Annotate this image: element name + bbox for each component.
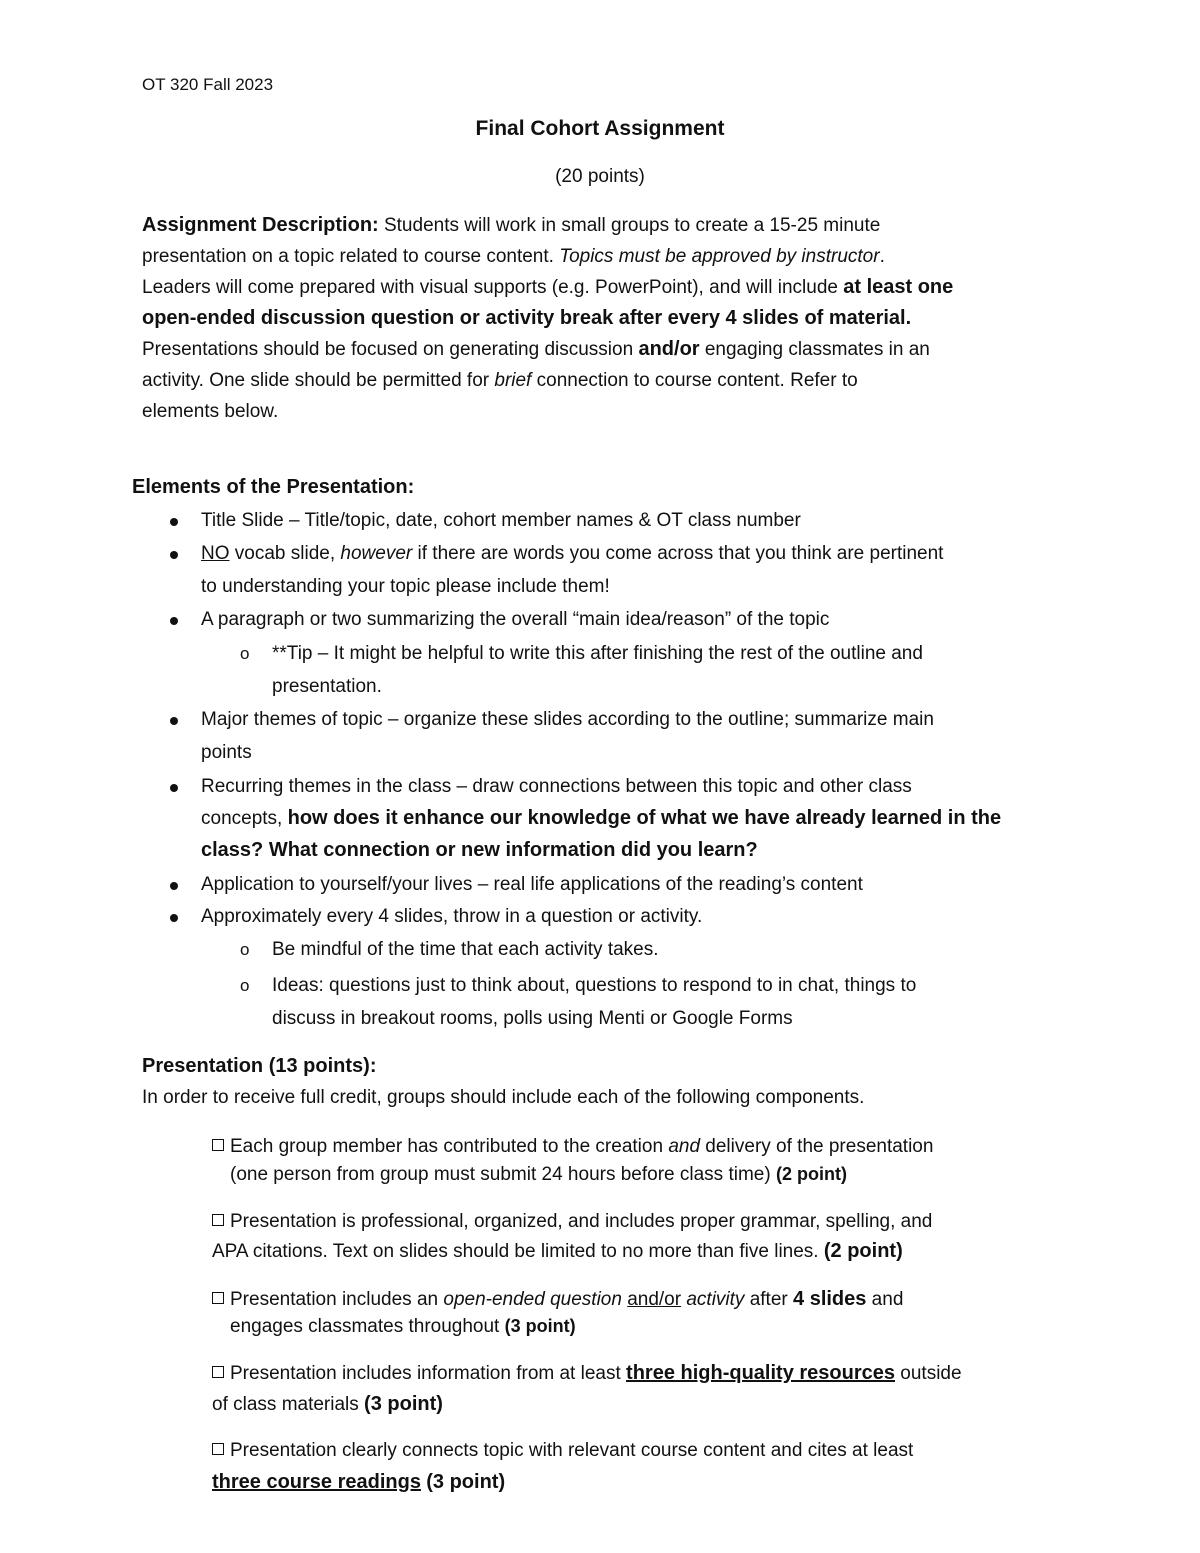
description-italic: Topics must be approved by instructor: [559, 246, 880, 267]
bullet-recurring-themes: Recurring themes in the class – draw connections between this topic and other class: [201, 776, 912, 797]
bullet-dot: [170, 914, 178, 922]
criterion-italic: and: [668, 1136, 701, 1157]
bullet-text: if there are words you come across that you think are pertinent: [412, 543, 944, 564]
description-text: Leaders will come prepared with visual supports (e.g. PowerPoint), and will include: [142, 277, 844, 298]
criterion-contribution: [212, 1136, 933, 1158]
course-header: OT 320 Fall 2023: [142, 75, 274, 94]
description-bold: open-ended discussion question or activity break after every 4 slides of material.: [142, 307, 912, 329]
criterion-resources: [212, 1362, 962, 1385]
description-text: connection to course content. Refer to: [531, 370, 858, 391]
bullet-bold: how does it enhance our knowledge of what we have already learned in the: [287, 807, 1002, 829]
bullet-every-4-slides: Approximately every 4 slides, throw in a question or activity.: [201, 906, 703, 927]
bullet-recurring-themes-line3: class? What connection or new information did you learn?: [201, 839, 758, 861]
criterion-bold: 4 slides: [793, 1288, 867, 1310]
criterion-text: delivery of the presentation: [700, 1136, 934, 1157]
criterion-professional: [212, 1211, 932, 1233]
description-text: activity. One slide should be permitted for: [142, 370, 495, 391]
bullet-dot: [170, 518, 178, 526]
criterion-bold-underline: three course readings: [212, 1471, 421, 1493]
sub-bullet-marker: o: [240, 976, 250, 995]
criterion-points: (3 point): [426, 1471, 506, 1493]
description-bold: and/or: [638, 338, 700, 360]
bullet-text: vocab slide,: [229, 543, 341, 564]
bullet-recurring-themes-line2: [201, 807, 1001, 830]
criterion-text: Presentation clearly connects topic with relevant course content and cites at least: [230, 1440, 914, 1461]
sub-bullet-mindful: Be mindful of the time that each activity takes.: [272, 939, 659, 960]
criterion-points: (2 point): [823, 1240, 903, 1262]
description-bold: at least one: [843, 276, 954, 298]
sub-bullet-ideas: Ideas: questions just to think about, questions to respond to in chat, things to: [272, 975, 917, 996]
criterion-text: Presentation includes an: [230, 1289, 444, 1310]
bullet-title-slide: Title Slide – Title/topic, date, cohort member names & OT class number: [201, 510, 801, 531]
checkbox-icon[interactable]: [212, 1214, 224, 1226]
criterion-open-ended-line2: [230, 1316, 576, 1338]
bullet-application: Application to yourself/your lives – real life applications of the reading’s content: [201, 874, 863, 895]
criterion-text: Presentation is professional, organized, and includes proper grammar, spelling, and: [230, 1211, 933, 1232]
criterion-text: and: [866, 1289, 904, 1310]
bullet-vocab-line2: to understanding your topic please include them!: [201, 576, 610, 597]
bullet-major-themes: Major themes of topic – organize these slides according to the outline; summarize main: [201, 709, 934, 730]
criterion-italic: activity: [686, 1289, 745, 1310]
bullet-dot: [170, 617, 178, 625]
criterion-text: APA citations. Text on slides should be limited to no more than five lines.: [212, 1241, 824, 1262]
criterion-text: after: [744, 1289, 794, 1310]
checkbox-icon[interactable]: [212, 1443, 224, 1455]
presentation-heading: Presentation (13 points):: [142, 1055, 377, 1077]
sub-bullet-ideas-line2: discuss in breakout rooms, polls using Menti or Google Forms: [272, 1008, 793, 1029]
criterion-points: (3 point): [364, 1393, 443, 1415]
criterion-resources-line2: [212, 1393, 443, 1416]
description-text: elements below.: [142, 401, 279, 422]
description-text: Presentations should be focused on generating discussion: [142, 339, 639, 360]
checkbox-icon[interactable]: [212, 1366, 224, 1378]
criterion-bold-underline: three high-quality resources: [626, 1362, 895, 1384]
criterion-text: (one person from group must submit 24 hours before class time): [230, 1164, 776, 1185]
criterion-italic: open-ended question: [443, 1289, 622, 1310]
criterion-points: (2 point): [775, 1164, 847, 1184]
bullet-summary: A paragraph or two summarizing the overall “main idea/reason” of the topic: [201, 609, 830, 630]
description-text: presentation on a topic related to course content.: [142, 246, 560, 267]
presentation-intro: In order to receive full credit, groups should include each of the following components.: [142, 1087, 865, 1108]
bullet-vocab: [201, 543, 943, 565]
assignment-title: Final Cohort Assignment: [475, 117, 725, 140]
criterion-professional-line2: [212, 1240, 903, 1263]
criterion-text: engages classmates throughout: [230, 1316, 505, 1337]
criterion-open-ended: [212, 1288, 903, 1311]
bullet-major-themes-line2: points: [201, 742, 252, 763]
criterion-course-readings-line2: [212, 1471, 505, 1494]
criterion-text: outside: [895, 1363, 962, 1384]
assignment-description: [142, 210, 1072, 427]
criterion-underline: and/or: [627, 1289, 682, 1310]
criterion-text: Presentation includes information from at least: [230, 1363, 627, 1384]
criterion-text: Each group member has contributed to the creation: [230, 1136, 669, 1157]
description-text: .: [879, 246, 885, 267]
checkbox-icon[interactable]: [212, 1292, 224, 1304]
sub-bullet-tip: **Tip – It might be helpful to write this after finishing the rest of the outline and: [272, 643, 923, 664]
bullet-text: concepts,: [201, 808, 288, 829]
bullet-vocab-no: NO: [201, 543, 230, 564]
bullet-dot: [170, 717, 178, 725]
criterion-points: (3 point): [504, 1316, 576, 1336]
sub-bullet-marker: o: [240, 940, 250, 959]
elements-heading: Elements of the Presentation:: [132, 476, 415, 498]
criterion-course-readings: [212, 1440, 913, 1462]
bullet-dot: [170, 784, 178, 792]
description-label: Assignment Description:: [142, 214, 379, 236]
checkbox-icon[interactable]: [212, 1139, 224, 1151]
criterion-text: of class materials: [212, 1394, 365, 1415]
bullet-dot: [170, 882, 178, 890]
sub-bullet-tip-line2: presentation.: [272, 676, 382, 697]
description-italic: brief: [494, 370, 532, 391]
criterion-contribution-line2: [230, 1164, 847, 1186]
bullet-dot: [170, 551, 178, 559]
description-text: Students will work in small groups to create a 15-25 minute: [378, 215, 881, 236]
description-text: engaging classmates in an: [699, 339, 930, 360]
points-total: (20 points): [555, 166, 645, 187]
sub-bullet-marker: o: [240, 644, 250, 663]
bullet-italic: however: [340, 543, 413, 564]
